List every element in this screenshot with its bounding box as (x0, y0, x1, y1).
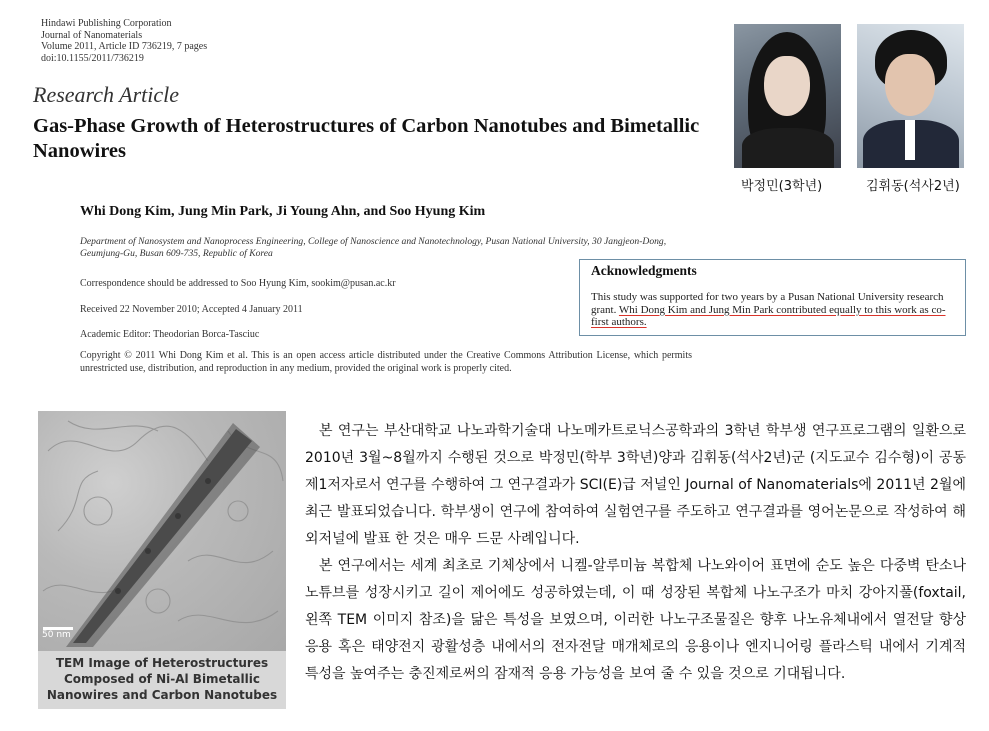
acknowledgments-box (579, 259, 966, 336)
acknowledgments-text (591, 291, 961, 329)
volume-info: Volume 2011, Article ID 736219, 7 pages (41, 41, 208, 52)
tem-image (38, 411, 286, 651)
copyright-notice: Copyright © 2011 Whi Dong Kim et al. This is an open access article distributed under the Creative Commons Attribution License, which permits unrestricted use, distribution, and reproduction in any medium, provided the original work is properly cited. (80, 350, 692, 374)
author-photo-1 (734, 24, 841, 168)
author-photo-2 (857, 24, 964, 168)
tem-micrograph (38, 411, 286, 651)
scale-bar-label: 50 nm (42, 630, 71, 640)
photo-caption-1: 박정민(3학년) (741, 179, 823, 194)
paper-title: Gas-Phase Growth of Heterostructures of Carbon Nanotubes and Bimetallic Nanowires (33, 115, 700, 162)
body-paragraph-1: 본 연구는 부산대학교 나노과학기술대 나노메카트로닉스공학과의 3학년 학부생 연구프로그램의 일환으로 2010년 3월~8월까지 수행된 것으로 박정민(학부 3학년)양과 김휘동(석사2년)군 (지도교수 김수형)이 공동 제1저자로서 연구를 수행하여 그 연구결과가 SCI(E)급 저널인 Journal of Nanomaterials에 2011년 2월에 최근 발표되었습니다. 학부생이 연구에 참여하여 실험연구를 주도하고 연구결과를 영어논문으로 작성하여 해외저널에 발표 한 것은 매우 드문 사례입니다. (305, 423, 966, 547)
article-type: Research Article (33, 82, 180, 107)
ack-text-plain: This study was supported for two years by a Pusan National University research grant. (591, 291, 944, 316)
body-paragraph-2: 본 연구에서는 세계 최초로 기체상에서 니켈-알루미늄 복합체 나노와이어 표면에 순도 높은 다중벽 탄소나노튜브를 성장시키고 길이 제어에도 성공하였는데, 이 때 성장된 복합체 나노구조가 마치 강아지풀(foxtail, 왼쪽 TEM 이미지 참조)을 닮은 특성을 보였으며, 이러한 나노구조물질은 향후 나노유체내에서 열전달 향상 응용 혹은 태양전지 광활성층 내에서의 전자전달 매개체로의 응용이나 엔지니어링 플라스틱 내에서 기계적 특성을 높여주는 충진제로써의 잠재적 응용 가능성을 보여 줄 수 있을 것으로 기대됩니다. (305, 558, 966, 682)
publisher-name: Hindawi Publishing Corporation (41, 18, 172, 29)
acknowledgments-title: Acknowledgments (591, 263, 697, 278)
received-dates: Received 22 November 2010; Accepted 4 January 2011 (80, 304, 303, 315)
korean-description (305, 418, 966, 688)
author-list: Whi Dong Kim, Jung Min Park, Ji Young Ahn, and Soo Hyung Kim (80, 204, 486, 219)
journal-header (41, 18, 207, 64)
tem-caption: TEM Image of Heterostructures Composed of Ni-Al Bimetallic Nanowires and Carbon Nanotubes (38, 651, 286, 709)
photo-caption-2: 김휘동(석사2년) (866, 179, 960, 194)
correspondence: Correspondence should be addressed to Soo Hyung Kim, sookim@pusan.ac.kr (80, 278, 396, 289)
affiliation: Department of Nanosystem and Nanoprocess Engineering, College of Nanoscience and Nanotechnology, Pusan National University, 30 Jangjeon-Dong, Geumjung-Gu, Busan 609-735, Republic of Korea (80, 236, 667, 259)
doi: doi:10.1155/2011/736219 (41, 52, 144, 64)
journal-name: Journal of Nanomaterials (41, 29, 143, 41)
ack-text-underlined: Whi Dong Kim and Jung Min Park contributed equally to this work as co-first authors. (591, 303, 946, 328)
academic-editor: Academic Editor: Theodorian Borca-Tasciuc (80, 329, 260, 340)
